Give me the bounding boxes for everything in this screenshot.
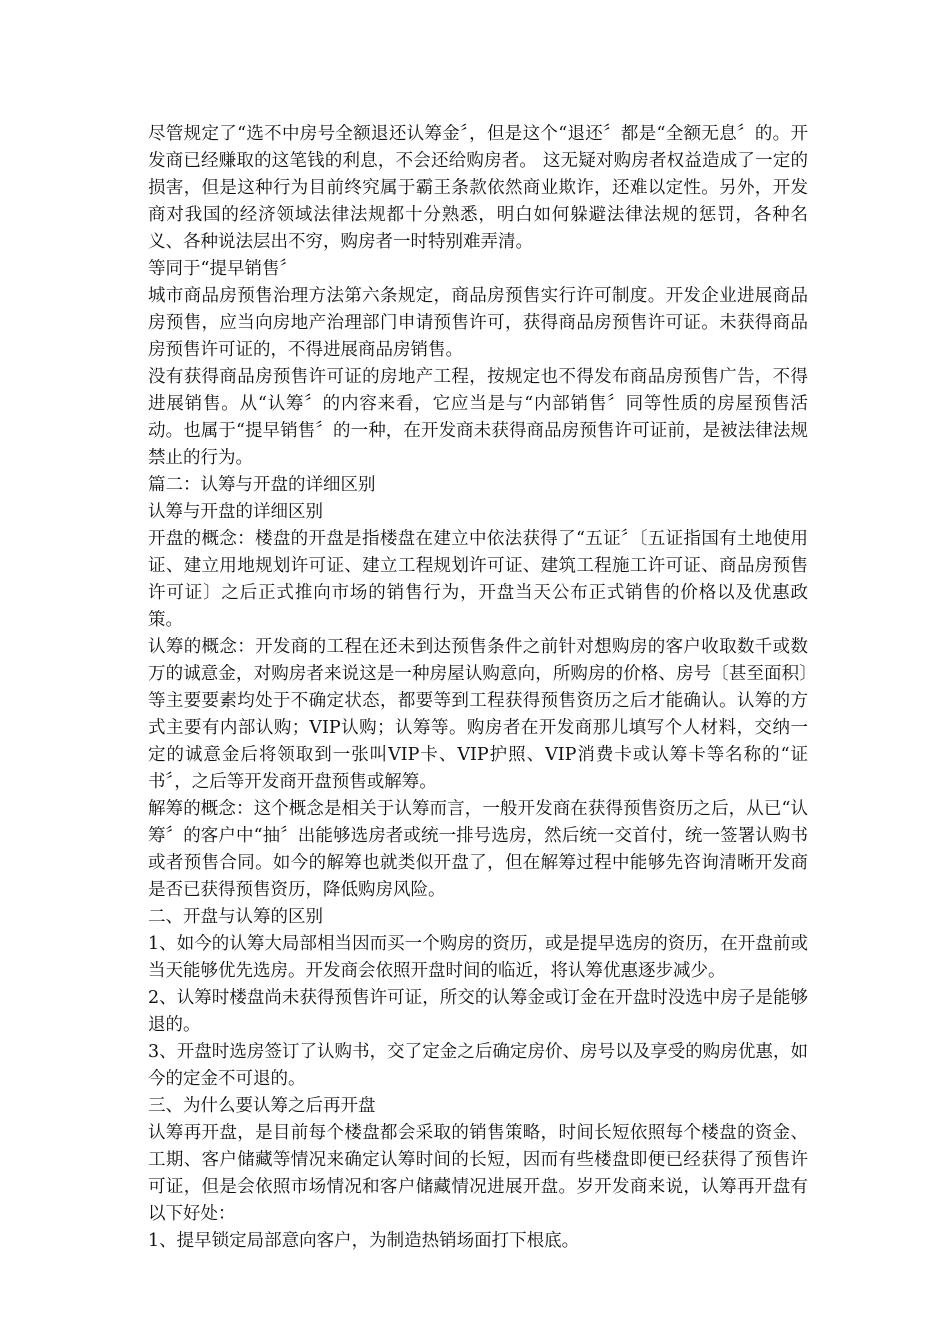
section-heading: 等同于“提早销售〞 (148, 259, 297, 279)
paragraph: 开盘的概念：楼盘的开盘是指楼盘在建立中依法获得了“五证〞〔五证指国有土地使用证、建立用地规划许可证、建立工程规划许可证、建筑工程施工许可证、商品房预售许可证〕之后正式推向市场的销售行为，开盘当天公布正式销售的价格以及优惠政策。 (148, 529, 808, 630)
paragraph: 没有获得商品房预售许可证的房地产工程，按规定也不得发布商品房预售广告，不得进展销售。从“认筹〞的内容来看，它应当是与“内部销售〞同等性质的房屋预售活动。也属于“提早销售〞的一种，在开发商未获得商品房预售许可证前，是被法律法规禁止的行为。 (148, 367, 808, 468)
section-heading: 认筹与开盘的详细区别 (148, 502, 323, 522)
list-item: 1、提早锁定局部意向客户，为制造热销场面打下根底。 (148, 1231, 580, 1251)
paragraph: 城市商品房预售治理方法第六条规定，商品房预售实行许可制度。开发企业进展商品房预售，应当向房地产治理部门申请预售许可，获得商品房预售许可证。未获得商品房预售许可证的，不得进展商品房销售。 (148, 286, 808, 360)
paragraph: 解筹的概念：这个概念是相关于认筹而言，一般开发商在获得预售资历之后，从已“认筹〞的客户中“抽〞出能够选房者或统一排号选房，然后统一交首付，统一签署认购书或者预售合同。如今的解筹也就类似开盘了，但在解筹过程中能够先咨询清晰开发商是否已获得预售资历，降低购房风险。 (148, 799, 808, 900)
section-heading: 二、开盘与认筹的区别 (148, 907, 323, 927)
list-item: 1、如今的认筹大局部相当因而买一个购房的资历，或是提早选房的资历，在开盘前或当天能够优先选房。开发商会依照开盘时间的临近，将认筹优惠逐步减少。 (148, 934, 808, 981)
list-item: 2、认筹时楼盘尚未获得预售许可证，所交的认筹金或订金在开盘时没选中房子是能够退的。 (148, 988, 808, 1035)
paragraph: 认筹的概念：开发商的工程在还未到达预售条件之前针对想购房的客户收取数千或数万的诚意金，对购房者来说这是一种房屋认购意向，所购房的价格、房号〔甚至面积〕等主要要素均处于不确定状态，都要等到工程获得预售资历之后才能确认。认筹的方式主要有内部认购；VIP认购；认筹等。购房者在开发商那儿填写个人材料，交纳一定的诚意金后将领取到一张叫VIP卡、VIP护照、VIP消费卡或认筹卡等名称的“证书〞，之后等开发商开盘预售或解筹。 (148, 637, 808, 792)
section-heading: 篇二：认筹与开盘的详细区别 (148, 475, 376, 495)
document-body (148, 121, 808, 1255)
paragraph: 尽管规定了“选不中房号全额退还认筹金〞，但是这个“退还〞都是“全额无息〞的。开发商已经赚取的这笔钱的利息，不会还给购房者。 这无疑对购房者权益造成了一定的损害，但是这种行为目前终究属于霸王条款依然商业欺诈，还难以定性。另外，开发商对我国的经济领域法律法规都十分熟悉，明白如何躲避法律法规的惩罚，各种名义、各种说法层出不穷，购房者一时特别难弄清。 (148, 124, 808, 252)
paragraph: 认筹再开盘，是目前每个楼盘都会采取的销售策略，时间长短依照每个楼盘的资金、工期、客户储藏等情况来确定认筹时间的长短，因而有些楼盘即便已经获得了预售许可证，但是会依照市场情况和客户储藏情况进展开盘。岁开发商来说，认筹再开盘有以下好处： (148, 1123, 808, 1224)
list-item: 3、开盘时选房签订了认购书，交了定金之后确定房价、房号以及享受的购房优惠，如今的定金不可退的。 (148, 1042, 808, 1089)
section-heading: 三、为什么要认筹之后再开盘 (148, 1096, 376, 1116)
